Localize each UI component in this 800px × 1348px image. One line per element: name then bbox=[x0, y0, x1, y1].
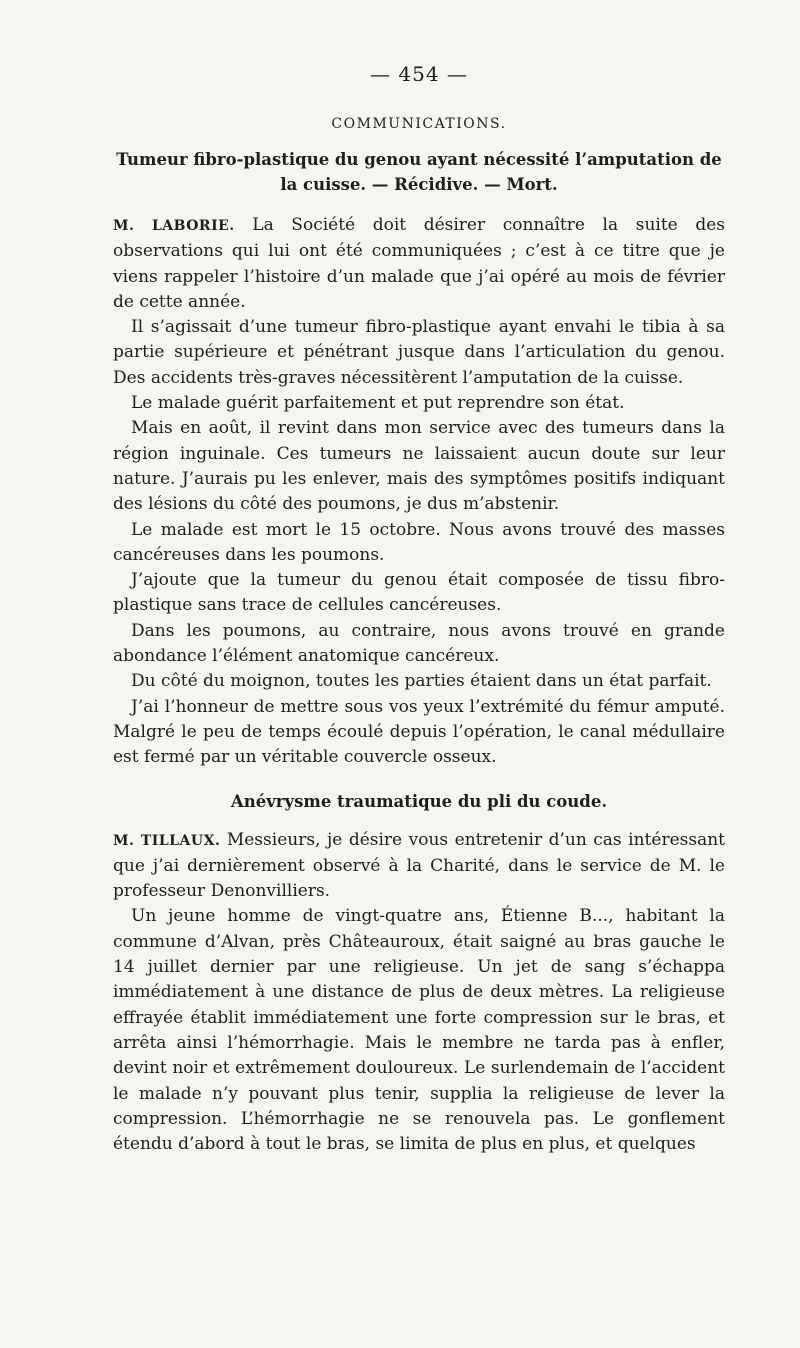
paragraph bbox=[113, 828, 725, 905]
paragraph: Du côté du moignon, toutes les parties étaient dans un état parfait. bbox=[131, 671, 712, 692]
speaker-name: M. LABORIE. bbox=[113, 218, 235, 234]
article-title: Tumeur fibro-plastique du genou ayant nécessité l’amputation de la cuisse. — Récidive. — Mort. bbox=[116, 150, 722, 194]
article-title: Anévrysme traumatique du pli du coude. bbox=[230, 791, 608, 811]
section-heading: COMMUNICATIONS. bbox=[331, 116, 507, 132]
paragraph: Mais en août, il revint dans mon service avec des tumeurs dans la région inguinale. Ces tumeurs ne laissaient aucun doute sur leur nature. J’aurais pu les enlever, mais des symptômes positifs indiquant des lésions du côté des poumons, je dus m’abstenir. bbox=[113, 418, 725, 515]
paragraph-text: La Société doit désirer connaître la suite des observations qui lui ont été communiquées ; c’est à ce titre que je viens rappeler l’histoire d’un malade que j’ai opéré au mois de février de cette année. bbox=[113, 215, 725, 312]
page-number: — 454 — bbox=[370, 62, 468, 86]
paragraph: Un jeune homme de vingt-quatre ans, Étienne B..., habitant la commune d’Alvan, près Châteauroux, était saigné au bras gauche le 14 juillet dernier par une religieuse. Un jet de sang s’échappa immédiatement à une distance de plus de deux mètres. La religieuse effrayée établit immédiatement une forte compression sur le bras, et arrêta ainsi l’hémorrhagie. Mais le membre ne tarda pas à enfler, devint noir et extrêmement douloureux. Le surlendemain de l’accident le malade n’y pouvant plus tenir, supplia la religieuse de lever la compression. L’hémorrhagie ne se renouvela pas. Le gonflement étendu d’abord à tout le bras, se limita de plus en plus, et quelques bbox=[113, 906, 725, 1155]
paragraph: Il s’agissait d’une tumeur fibro-plastique ayant envahi le tibia à sa partie supérieure et pénétrant jusque dans l’articulation du genou. Des accidents très-graves nécessitèrent l’amputation de la cuisse. bbox=[113, 317, 725, 388]
speaker-name: M. TILLAUX. bbox=[113, 832, 221, 849]
paragraph: J’ajoute que la tumeur du genou était composée de tissu fibro-plastique sans trace de cellules cancéreuses. bbox=[113, 570, 725, 616]
paragraph bbox=[113, 213, 725, 315]
paragraph-text: Messieurs, je désire vous entretenir d’un cas intéressant que j’ai dernièrement observé à la Charité, dans le service de M. le professeur Denonvilliers. bbox=[113, 829, 725, 902]
paragraph: Le malade est mort le 15 octobre. Nous avons trouvé des masses cancéreuses dans les poumons. bbox=[113, 519, 725, 565]
paragraph: J’ai l’honneur de mettre sous vos yeux l’extrémité du fémur amputé. Malgré le peu de temps écoulé depuis l’opération, le canal médullaire est fermé par un véritable couvercle osseux. bbox=[113, 696, 725, 768]
paragraph: Le malade guérit parfaitement et put reprendre son état. bbox=[131, 393, 625, 414]
paragraph: Dans les poumons, au contraire, nous avons trouvé en grande abondance l’élément anatomique cancéreux. bbox=[113, 620, 725, 667]
